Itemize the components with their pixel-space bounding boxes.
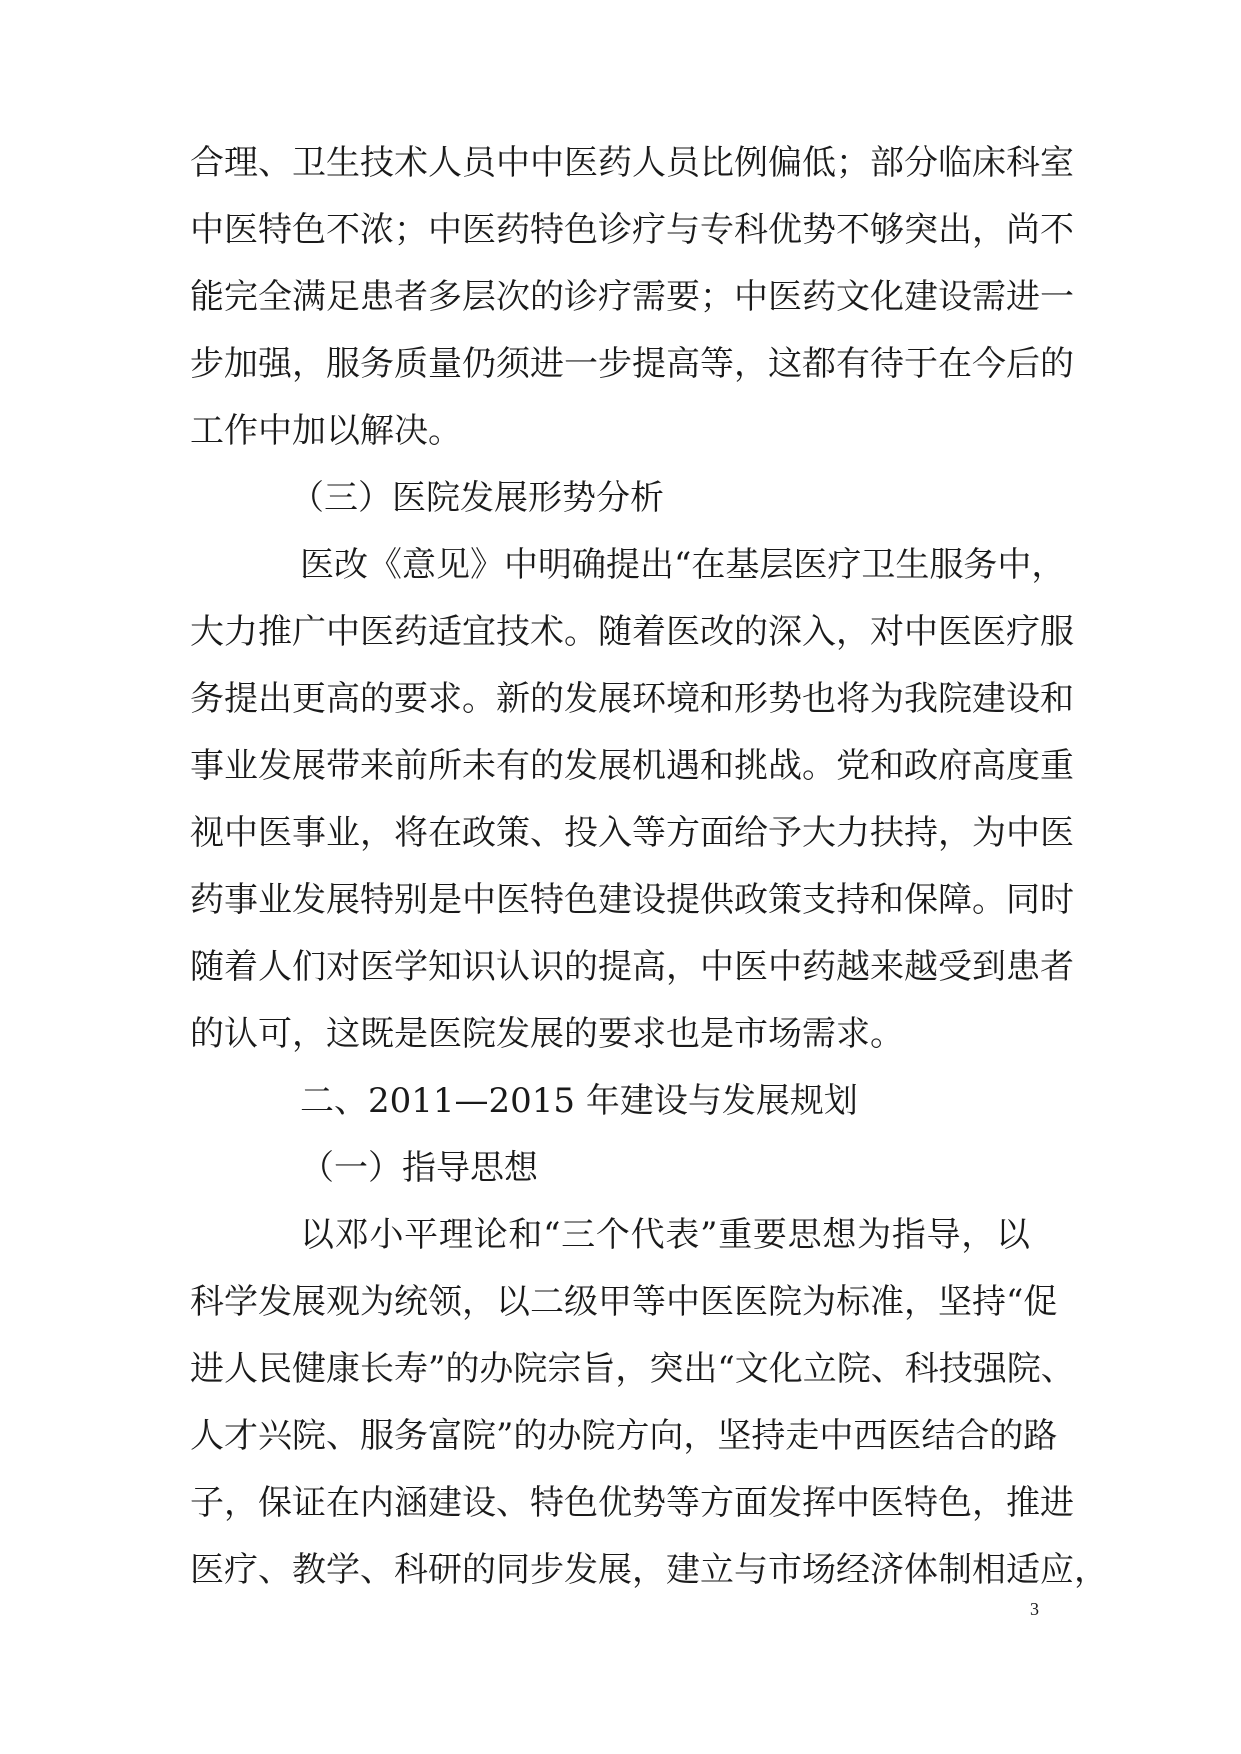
paragraph-2-line-8: 的认可，这既是医院发展的要求也是市场需求。 (190, 1014, 904, 1054)
paragraph-2-line-1: 医改《意见》中明确提出“在基层医疗卫生服务中， (300, 545, 1066, 585)
paragraph-2-line-5: 视中医事业，将在政策、投入等方面给予大力扶持，为中医 (190, 813, 1074, 853)
paragraph-1-line-5: 工作中加以解决。 (190, 411, 462, 451)
paragraph-3-line-2: 科学发展观为统领，以二级甲等中医医院为标准，坚持“促 (190, 1282, 1058, 1322)
paragraph-3-line-6: 医疗、教学、科研的同步发展，建立与市场经济体制相适应， (190, 1550, 1108, 1590)
section-2-heading: 二、2011—2015 年建设与发展规划 (300, 1081, 858, 1121)
paragraph-1-line-4: 步加强，服务质量仍须进一步提高等，这都有待于在今后的 (190, 344, 1074, 384)
paragraph-1-line-3: 能完全满足患者多层次的诊疗需要；中医药文化建设需进一 (190, 277, 1074, 317)
paragraph-3-line-4: 人才兴院、服务富院”的办院方向，坚持走中西医结合的路 (190, 1416, 1058, 1456)
heading-1-guiding-ideology: （一）指导思想 (300, 1148, 538, 1188)
paragraph-2-line-6: 药事业发展特别是中医特色建设提供政策支持和保障。同时 (190, 880, 1074, 920)
paragraph-3-line-1: 以邓小平理论和“三个代表”重要思想为指导，以 (300, 1215, 1030, 1255)
paragraph-2-line-7: 随着人们对医学知识认识的提高，中医中药越来越受到患者 (190, 947, 1074, 987)
paragraph-2-line-3: 务提出更高的要求。新的发展环境和形势也将为我院建设和 (190, 679, 1074, 719)
paragraph-3-line-5: 子，保证在内涵建设、特色优势等方面发挥中医特色，推进 (190, 1483, 1074, 1523)
paragraph-2-line-4: 事业发展带来前所未有的发展机遇和挑战。党和政府高度重 (190, 746, 1074, 786)
paragraph-2-line-2: 大力推广中医药适宜技术。随着医改的深入，对中医医疗服 (190, 612, 1074, 652)
paragraph-1-line-1: 合理、卫生技术人员中中医药人员比例偏低；部分临床科室 (190, 143, 1074, 183)
page-number: 3 (1030, 1599, 1039, 1619)
paragraph-3-line-3: 进人民健康长寿”的办院宗旨，突出“文化立院、科技强院、 (190, 1349, 1075, 1389)
paragraph-1-line-2: 中医特色不浓；中医药特色诊疗与专科优势不够突出，尚不 (190, 210, 1074, 250)
heading-3-development-analysis: （三）医院发展形势分析 (290, 478, 664, 518)
